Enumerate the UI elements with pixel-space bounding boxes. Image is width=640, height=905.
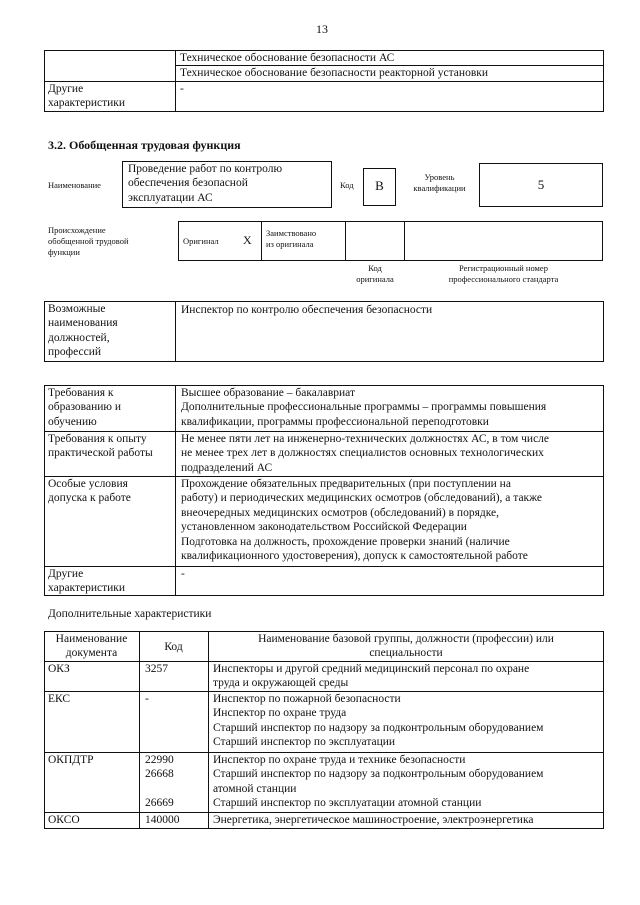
- origin-label: Происхождение обобщенной трудовой функции: [48, 225, 129, 258]
- level-label: Уровень квалификации: [413, 172, 466, 194]
- table-row-doc: ОКПДТР: [48, 754, 94, 766]
- other-characteristics-value: -: [181, 568, 185, 580]
- table-row-name: Инспектор по охране труда и технике безопасности Старший инспектор по надзору за подконтрольным оборудованием атомной станции Старший инспектор по эксплуатации атомной станции: [213, 754, 544, 810]
- table-row-name: Инспектор по пожарной безопасности Инспектор по охране труда Старший инспектор по надзору за подконтрольным оборудованием Старший инспектор по эксплуатации: [213, 693, 544, 749]
- header-name: Наименование базовой группы, должности (профессии) или специальности: [258, 633, 554, 660]
- original-mark: X: [243, 233, 252, 247]
- top-table-row: Техническое обоснование безопасности реакторной установки: [180, 67, 488, 79]
- experience-value: Не менее пяти лет на инженерно-технических должностях АС, в том числе не менее трех лет в должностях специалистов основных технологических подразделений АС: [181, 433, 550, 474]
- level-value: 5: [537, 177, 545, 192]
- table-row-doc: ОКЗ: [48, 663, 70, 675]
- header-code: Код: [164, 641, 183, 653]
- special-conditions-label: Особые условия допуска к работе: [48, 478, 131, 505]
- other-characteristics-label: Другие характеристики: [48, 568, 126, 595]
- special-conditions-value: Прохождение обязательных предварительных (при поступлении на работу) и периодических медицинских осмотров (обследований), а также внеочередных медицинских осмотров (обследований) в порядке, установленном законодательством Российской Федерации Подготовка на должность, прохождение проверки знаний (наличие квалификационного удостоверения), допуск к самостоятельной работе: [181, 478, 543, 562]
- top-table-row: Техническое обоснование безопасности АС: [180, 52, 395, 64]
- experience-label: Требования к опыту практической работы: [48, 433, 153, 460]
- section-title: 3.2. Обобщенная трудовая функция: [48, 138, 241, 152]
- table-row-code: 3257: [145, 663, 168, 675]
- table-row-code: 140000: [145, 814, 180, 826]
- table-row-code: 22990 26668 26669: [145, 754, 174, 810]
- education-value: Высшее образование – бакалавриат Дополнительные профессиональные программы – программы повышения квалификации, программы профессиональной переподготовки: [181, 387, 547, 428]
- code-value: В: [375, 178, 384, 193]
- table-row-name: Инспекторы и другой средний медицинский персонал по охране труда и окружающей среды: [213, 663, 530, 690]
- table-row-doc: ОКСО: [48, 814, 80, 826]
- borrowed-label: Заимствовано из оригинала: [266, 228, 317, 250]
- top-table-other-label: Другие характеристики: [48, 83, 126, 110]
- header-doc: Наименование документа: [55, 633, 128, 660]
- name-value: Проведение работ по контролю обеспечения безопасной эксплуатации АС: [128, 163, 283, 204]
- positions-label: Возможные наименования должностей, профессий: [48, 303, 118, 359]
- education-label: Требования к образованию и обучению: [48, 387, 121, 428]
- page-number: 13: [316, 22, 328, 36]
- positions-value: Инспектор по контролю обеспечения безопасности: [181, 304, 433, 316]
- name-label: Наименование: [48, 180, 101, 190]
- table-row-doc: ЕКС: [48, 693, 71, 705]
- reg-number-caption: Регистрационный номер профессионального стандарта: [448, 263, 559, 285]
- original-label: Оригинал: [183, 236, 219, 246]
- additional-caption: Дополнительные характеристики: [48, 608, 212, 620]
- top-table-other-value: -: [180, 83, 184, 95]
- table-row-name: Энергетика, энергетическое машиностроение, электроэнергетика: [213, 814, 534, 826]
- code-label: Код: [340, 180, 354, 190]
- code-original-caption: Код оригинала: [356, 263, 394, 285]
- table-row-code: -: [145, 693, 149, 705]
